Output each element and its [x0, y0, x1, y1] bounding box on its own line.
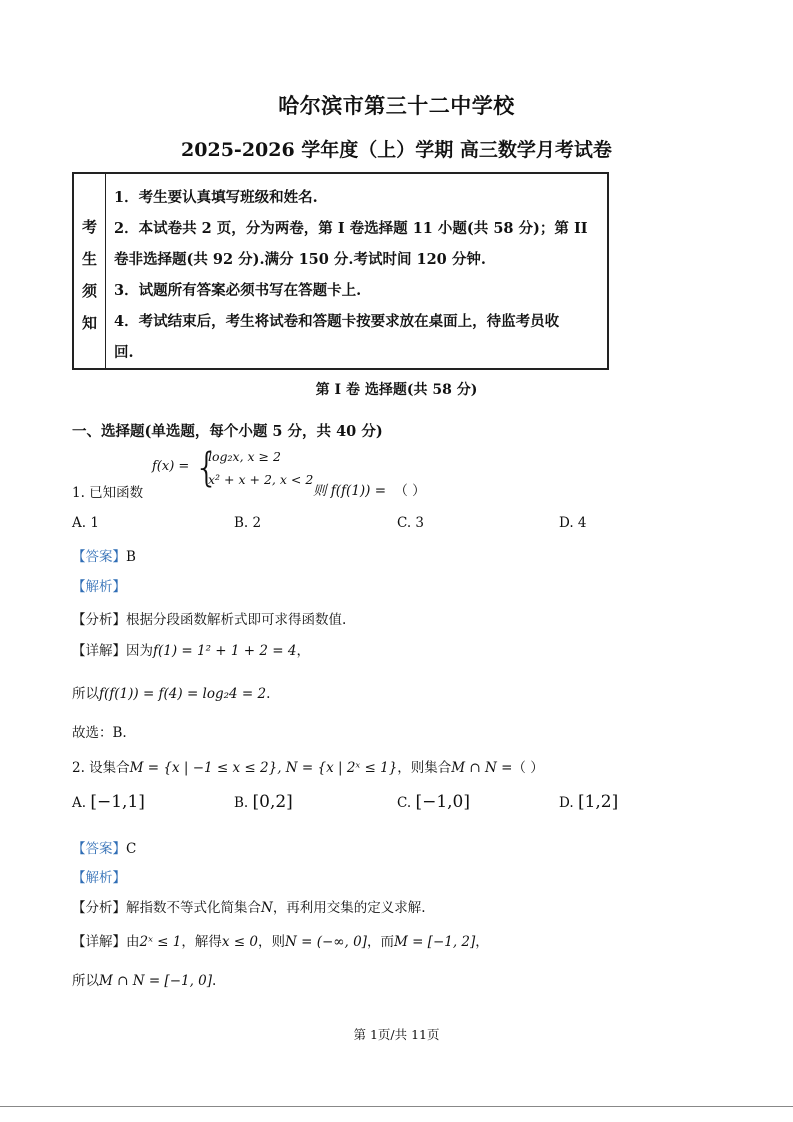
q1-ask-math: 则 f(f(1)) = [313, 483, 387, 499]
option-value: [−1,0] [415, 792, 470, 812]
q1-detail-2 [72, 682, 270, 702]
detail-math: N = (−∞, 0] [284, 934, 367, 950]
q2-detail-1 [72, 930, 489, 950]
notice-label-char: 生 [82, 250, 98, 268]
q2-option-d [559, 792, 618, 812]
q1-stem: 1. 已知函数 [72, 485, 144, 501]
detail-math: x ≤ 0 [221, 934, 258, 950]
q2-ask-math: M ∩ N = [451, 760, 513, 776]
answer-tag: 【答案】 [72, 841, 126, 857]
notice-label-char: 须 [82, 282, 98, 300]
q1-option-d: D. 4 [559, 515, 587, 531]
detail-text: . [266, 686, 271, 702]
q2-analysis-tag: 【解析】 [72, 870, 126, 886]
exam-title: 2025-2026 学年度（上）学期 高三数学月考试卷 [181, 139, 612, 161]
q2-option-a [72, 792, 145, 812]
answer-value: C [126, 841, 137, 857]
detail-math: 2ˣ ≤ 1 [139, 934, 182, 950]
function-case-1: log₂x, x ≥ 2 [208, 449, 281, 464]
option-letter: B. [234, 795, 249, 811]
detail-text: ，则 [257, 934, 285, 950]
analysis-tag: 【分析】 [72, 612, 126, 628]
option-letter: A. [72, 795, 87, 811]
detail-text: 因为 [126, 643, 153, 659]
q1-analysis [72, 608, 346, 628]
option-value: [0,2] [252, 792, 293, 812]
q1-option-a: A. 1 [72, 515, 99, 531]
detail-math: M = [−1, 2] [393, 934, 476, 950]
q1-ask [313, 479, 426, 499]
part-title: 一、选择题(单选题，每个小题 5 分，共 40 分) [72, 423, 383, 440]
function-name: f(x) = [152, 459, 190, 474]
detail-text: . [212, 973, 217, 989]
q2-detail-2 [72, 969, 216, 989]
notice-line: 回. [114, 344, 134, 361]
detail-text: 所以 [72, 686, 99, 702]
page-footer: 第 1页/共 11页 [353, 1027, 440, 1042]
detail-tag: 【详解】 [72, 643, 126, 659]
analysis-tag: 【分析】 [72, 900, 126, 916]
notice-label-char: 考 [82, 218, 98, 236]
option-letter: C. [397, 795, 412, 811]
brace-icon: { [194, 445, 220, 491]
notice-box [72, 172, 609, 370]
detail-math: M ∩ N = [−1, 0] [99, 973, 213, 989]
school-name: 哈尔滨市第三十二中学校 [278, 93, 515, 118]
detail-math: f(f(1)) = f(4) = log₂4 = 2 [99, 686, 267, 702]
detail-math: f(1) = 1² + 1 + 2 = 4 [153, 643, 297, 659]
analysis-math: N [261, 900, 273, 916]
answer-value: B [126, 549, 136, 565]
set-n: , N = {x | 2ˣ ≤ 1} [277, 760, 398, 776]
q2-stem [72, 756, 544, 776]
detail-text: ，解得 [181, 934, 222, 950]
answer-tag: 【答案】 [72, 549, 126, 565]
q2-answer [72, 837, 136, 857]
q2-prefix: 2. 设集合 [72, 760, 130, 776]
q1-paren: （ ） [394, 483, 426, 499]
q2-analysis [72, 896, 426, 916]
q2-ask: ，则集合 [397, 760, 452, 776]
q2-option-b [234, 792, 293, 812]
analysis-text: 根据分段函数解析式即可求得函数值. [126, 612, 347, 628]
notice-line: 4．考试结束后，考生将试卷和答题卡按要求放在桌面上，待监考员收 [114, 313, 560, 330]
detail-text: 由 [126, 934, 140, 950]
q2-paren: （ ） [512, 760, 544, 776]
option-value: [−1,1] [90, 792, 145, 812]
page-bottom-divider [0, 1106, 793, 1107]
function-case-2: x² + x + 2, x < 2 [208, 472, 314, 487]
set-m: M = {x | −1 ≤ x ≤ 2} [129, 760, 278, 776]
notice-label [74, 174, 106, 368]
q1-option-b: B. 2 [234, 515, 262, 531]
detail-text: ，而 [366, 934, 394, 950]
analysis-text: 解指数不等式化简集合 [126, 900, 261, 916]
section-title: 第 I 卷 选择题(共 58 分) [315, 382, 478, 398]
detail-text: ， [296, 643, 310, 659]
notice-line: 1．考生要认真填写班级和姓名. [114, 189, 318, 206]
notice-line: 2．本试卷共 2 页，分为两卷，第 I 卷选择题 11 小题(共 58 分)；第 II [114, 220, 588, 237]
piecewise-function [152, 447, 332, 493]
notice-label-char: 知 [82, 314, 98, 332]
notice-line: 卷非选择题(共 92 分).满分 150 分.考试时间 120 分钟. [114, 251, 486, 268]
q1-option-c: C. 3 [397, 515, 425, 531]
detail-text: ， [475, 934, 489, 950]
detail-tag: 【详解】 [72, 934, 126, 950]
detail-text: 所以 [72, 973, 99, 989]
q1-choose: 故选：B. [72, 725, 127, 741]
option-letter: D. [559, 795, 574, 811]
notice-line: 3．试题所有答案必须书写在答题卡上. [114, 282, 362, 299]
q1-detail-1 [72, 639, 310, 659]
q1-analysis-tag: 【解析】 [72, 579, 126, 595]
q1-answer [72, 545, 136, 565]
q2-option-c [397, 792, 470, 812]
analysis-text: ，再利用交集的定义求解. [272, 900, 426, 916]
option-value: [1,2] [577, 792, 619, 812]
